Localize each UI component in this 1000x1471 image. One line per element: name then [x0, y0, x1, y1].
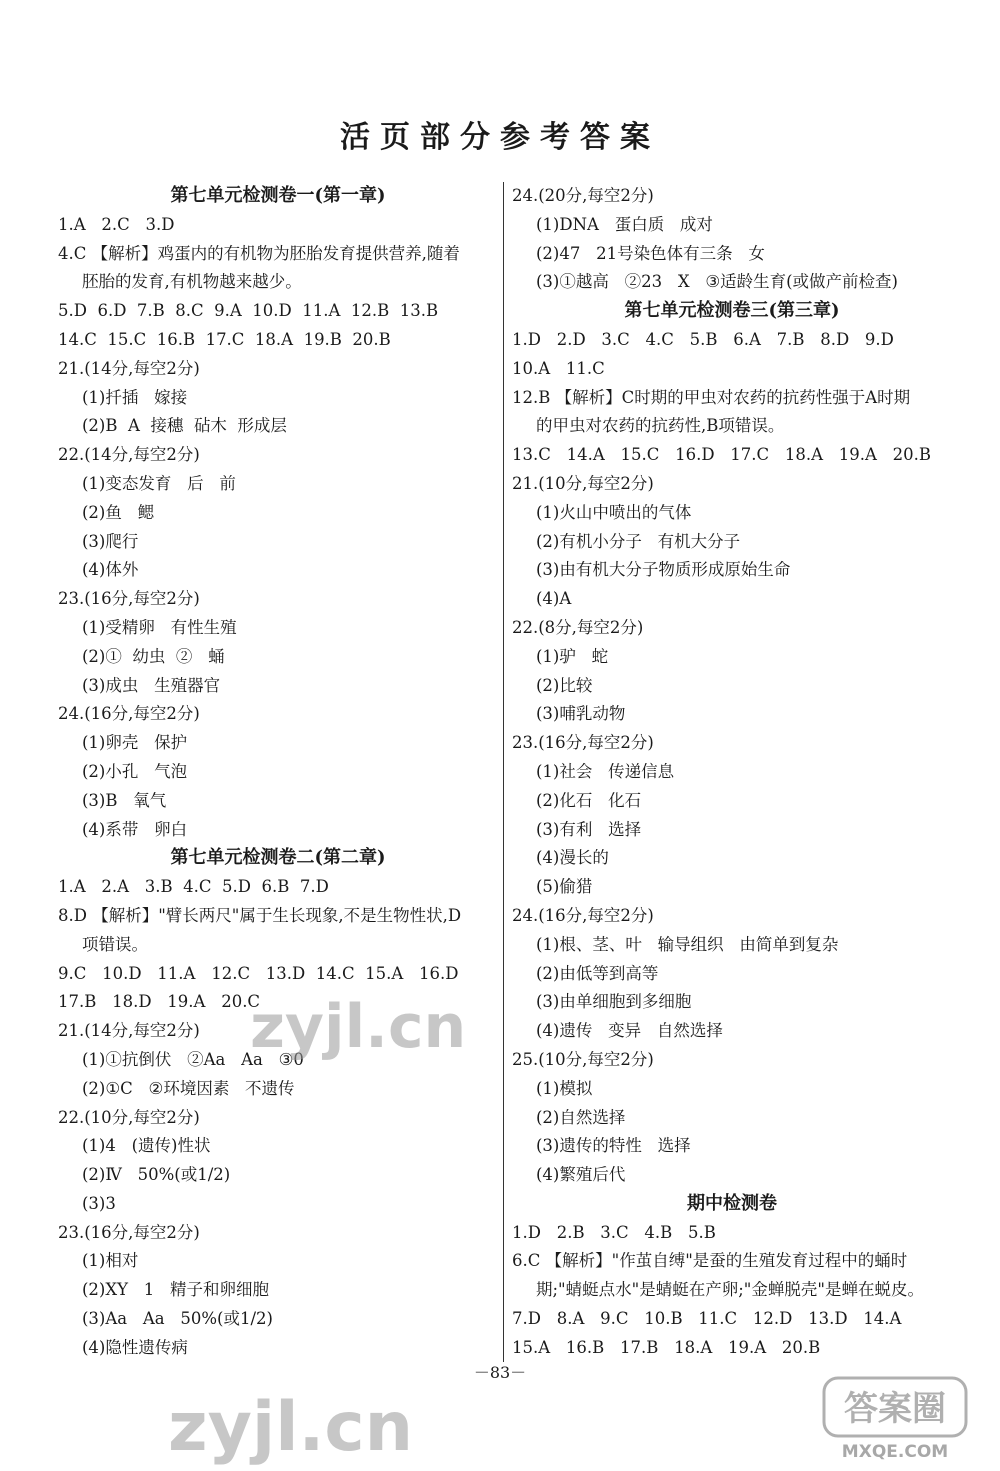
answer-line: 项错误。: [82, 934, 148, 954]
answer-line: (2)比较: [536, 675, 593, 695]
answer-line: 21.(10分,每空2分): [512, 473, 654, 493]
answer-line: 22.(8分,每空2分): [512, 617, 644, 637]
section-heading: 期中检测卷: [687, 1192, 777, 1214]
answer-line: 5.D 6.D 7.B 8.C 9.A 10.D 11.A 12.B 13.B: [58, 301, 439, 321]
answer-line: 23.(16分,每空2分): [58, 589, 200, 609]
answer-line: (1)4 (遗传)性状: [82, 1136, 211, 1156]
answer-line: (3)有利 选择: [536, 819, 642, 839]
answer-line: (2)由低等到高等: [536, 963, 659, 983]
stamp-text: MXQE.COM: [841, 1442, 949, 1462]
answer-line: 23.(16分,每空2分): [58, 1222, 200, 1242]
answer-line: 1.A 2.C 3.D: [58, 214, 175, 234]
answer-line: 21.(14分,每空2分): [58, 358, 200, 378]
answer-line: (2)小孔 气泡: [82, 761, 188, 781]
answer-line: 15.A 16.B 17.B 18.A 19.A 20.B: [512, 1337, 821, 1357]
answer-line: (4)A: [536, 589, 572, 609]
answer-line: (1)扦插 嫁接: [82, 387, 188, 407]
answer-line: (2)① 幼虫 ② 蛹: [82, 646, 225, 666]
right-column: [512, 182, 952, 1363]
answer-line: 的甲虫对农药的抗药性,B项错误。: [536, 416, 785, 436]
answer-line: 1.D 2.D 3.C 4.C 5.B 6.A 7.B 8.D 9.D: [512, 329, 894, 349]
answer-line: 17.B 18.D 19.A 20.C: [58, 992, 261, 1012]
answer-line: 胚胎的发育,有机物越来越少。: [82, 272, 302, 292]
answer-line: (2)化石 化石: [536, 790, 642, 810]
answer-line: (1)相对: [82, 1251, 139, 1271]
answer-line: 24.(16分,每空2分): [58, 704, 200, 724]
stamp-glyphs: 答案圈: [844, 1389, 946, 1429]
answer-line: (5)偷猎: [536, 877, 593, 897]
answer-line: (1)社会 传递信息: [536, 761, 675, 781]
answer-line: (3)爬行: [82, 531, 139, 551]
answer-line: 8.D 【解析】"臂长两尺"属于生长现象,不是生物性状,D: [58, 905, 462, 925]
answer-line: (3)由有机大分子物质形成原始生命: [536, 560, 791, 580]
answer-line: 10.A 11.C: [512, 358, 605, 378]
answer-line: (1)根、茎、叶 输导组织 由简单到复杂: [536, 934, 839, 954]
answer-line: (4)繁殖后代: [536, 1165, 626, 1185]
answer-line: (4)体外: [82, 560, 139, 580]
watermark: zyjl.cn: [168, 1388, 414, 1467]
answer-line: (1)火山中喷出的气体: [536, 502, 692, 522]
answer-line: 13.C 14.A 15.C 16.D 17.C 18.A 19.A 20.B: [512, 445, 932, 465]
answer-line: 24.(20分,每空2分): [512, 186, 654, 205]
column-divider: [503, 182, 504, 1362]
section-heading: 第七单元检测卷二(第二章): [170, 847, 386, 869]
page-title: 活页部分参考答案: [340, 120, 660, 155]
answer-line: (2)47 21号染色体有三条 女: [536, 243, 765, 263]
section-heading: 第七单元检测卷一(第一章): [170, 185, 386, 206]
answer-line: (3)哺乳动物: [536, 704, 626, 724]
left-column: [58, 182, 498, 1363]
answer-line: (2)鱼 鳃: [82, 502, 155, 522]
site-stamp-logo: [820, 1372, 970, 1462]
answer-line: (3)B 氧气: [82, 790, 167, 810]
answer-line: 12.B 【解析】C时期的甲虫对农药的抗药性强于A时期: [512, 387, 911, 407]
page-number: －83－: [473, 1363, 527, 1382]
answer-line: (4)漫长的: [536, 848, 609, 868]
answer-line: (2)B A 接穗 砧木 形成层: [82, 416, 287, 436]
section-heading: 第七单元检测卷三(第三章): [624, 300, 840, 322]
watermark: zyjl.cn: [250, 992, 467, 1062]
answer-line: 21.(14分,每空2分): [58, 1021, 200, 1041]
answer-line: (2)①C ②环境因素 不遗传: [82, 1078, 295, 1098]
stamp-logo-icon: [820, 1372, 970, 1442]
answer-line: 1.D 2.B 3.C 4.B 5.B: [512, 1222, 716, 1242]
answer-line: (2)Ⅳ 50%(或1/2): [82, 1165, 231, 1185]
answer-line: 23.(16分,每空2分): [512, 733, 654, 753]
answer-line: (3)3: [82, 1193, 116, 1213]
answer-line: 22.(10分,每空2分): [58, 1107, 200, 1127]
answer-line: (1)变态发育 后 前: [82, 473, 236, 493]
answer-line: 期;"蜻蜓点水"是蜻蜓在产卵;"金蝉脱壳"是蝉在蜕皮。: [536, 1280, 924, 1300]
answer-line: 1.A 2.A 3.B 4.C 5.D 6.B 7.D: [58, 877, 329, 897]
answer-line: 25.(10分,每空2分): [512, 1049, 654, 1069]
answer-line: (4)遗传 变异 自然选择: [536, 1021, 723, 1041]
answer-line: (1)模拟: [536, 1078, 593, 1098]
answer-line: (1)①抗倒伏 ②Aa Aa ③0: [82, 1049, 304, 1069]
answer-line: 22.(14分,每空2分): [58, 445, 200, 465]
answer-line: 14.C 15.C 16.B 17.C 18.A 19.B 20.B: [58, 329, 391, 349]
answer-line: (2)自然选择: [536, 1107, 626, 1127]
answer-line: (4)系带 卵白: [82, 819, 188, 839]
answer-line: (1)受精卵 有性生殖: [82, 617, 237, 637]
answer-line: (3)由单细胞到多细胞: [536, 992, 692, 1012]
answer-line: 24.(16分,每空2分): [512, 905, 654, 925]
answer-line: (3)Aa Aa 50%(或1/2): [82, 1309, 273, 1329]
answer-line: 9.C 10.D 11.A 12.C 13.D 14.C 15.A 16.D: [58, 963, 459, 983]
answer-line: (1)DNA 蛋白质 成对: [536, 214, 713, 234]
answer-line: (3)遗传的特性 选择: [536, 1136, 691, 1156]
answer-line: (2)XY 1 精子和卵细胞: [82, 1280, 269, 1300]
answer-line: (2)有机小分子 有机大分子: [536, 531, 741, 551]
answer-line: (3)①越高 ②23 X ③适龄生育(或做产前检查): [536, 272, 898, 292]
answer-line: (3)成虫 生殖器官: [82, 675, 221, 695]
answer-line: (4)隐性遗传病: [82, 1337, 188, 1357]
answer-line: (1)卵壳 保护: [82, 733, 188, 753]
answer-line: 4.C 【解析】鸡蛋内的有机物为胚胎发育提供营养,随着: [58, 243, 460, 263]
answer-line: 6.C 【解析】"作茧自缚"是蚕的生殖发育过程中的蛹时: [512, 1251, 908, 1271]
answer-line: 7.D 8.A 9.C 10.B 11.C 12.D 13.D 14.A: [512, 1309, 902, 1329]
answer-line: (1)驴 蛇: [536, 646, 609, 666]
